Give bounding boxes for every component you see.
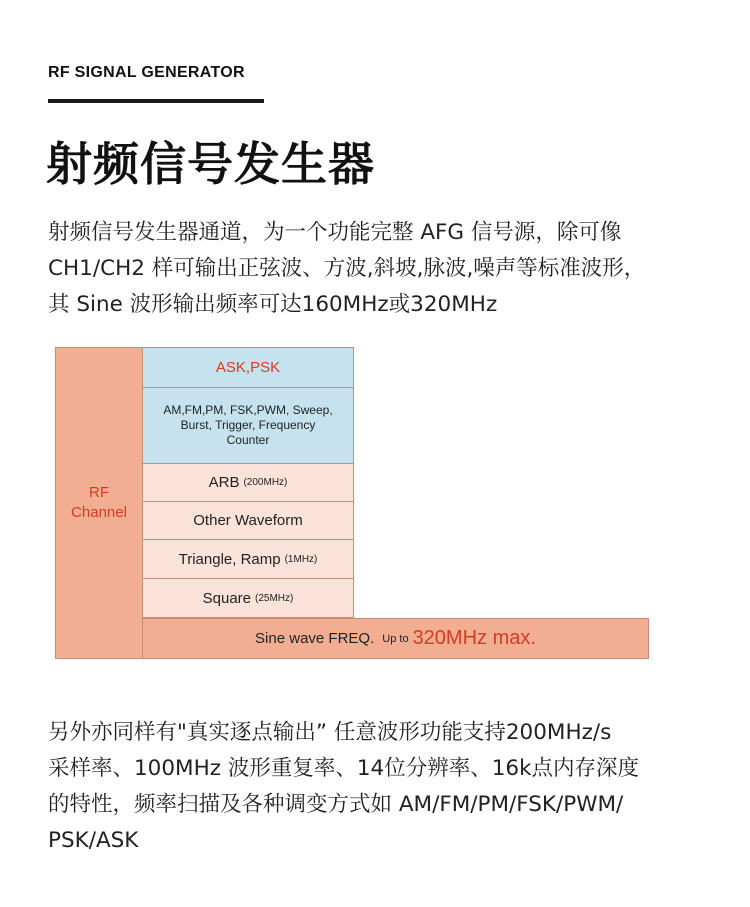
ask-psk-label: ASK,PSK (215, 359, 281, 376)
sine-label: Sine wave FREQ. (255, 630, 375, 647)
intro-line: CH1/CH2 样可输出正弦波、方波,斜坡,脉波,噪声等标准波形， (48, 256, 646, 281)
other-waveform-label: Other Waveform (193, 512, 303, 529)
outro-line: 的特性，频率扫描及各种调变方式如 AM/FM/PM/FSK/PWM/ (48, 792, 624, 817)
triangle-ramp-label: Triangle, Ramp (178, 550, 281, 568)
modulation-line: Counter (226, 433, 270, 447)
modulation-line: Burst, Trigger, Frequency (180, 418, 316, 432)
square-frequency: (25MHz) (255, 592, 294, 604)
outro-line: 另外亦同样有"真实逐点输出” 任意波形功能支持200MHz/s (48, 720, 612, 745)
outro-line: 采样率、100MHz 波形重复率、14位分辨率、16k点内存深度 (48, 756, 640, 781)
sine-wave-cell (142, 618, 649, 659)
rf-label: RF (88, 484, 109, 501)
arb-cell (142, 463, 354, 502)
square-label: Square (202, 589, 252, 607)
sine-max-frequency: 320MHz max. (412, 627, 536, 649)
triangle-ramp-frequency: (1MHz) (284, 553, 318, 565)
square-cell (142, 578, 354, 618)
arb-frequency: (200MHz) (243, 477, 288, 488)
sine-upto: Up to (382, 632, 409, 645)
page-title: 射频信号发生器 (46, 137, 375, 191)
other-waveform-cell (142, 501, 354, 540)
arb-label: ARB (208, 474, 240, 491)
rf-channel-column (55, 347, 143, 659)
intro-paragraph (48, 215, 718, 323)
channel-label: Channel (71, 504, 127, 521)
section-eyebrow: RF SIGNAL GENERATOR (48, 64, 245, 81)
intro-line: 射频信号发生器通道，为一个功能完整 AFG 信号源，除可像 (48, 220, 622, 245)
ask-psk-cell (142, 347, 354, 388)
modulation-line: AM,FM,PM, FSK,PWM, Sweep, (163, 403, 333, 417)
eyebrow-underline (48, 99, 264, 103)
triangle-ramp-cell (142, 539, 354, 579)
outro-line: PSK/ASK (48, 828, 139, 853)
outro-paragraph (48, 715, 718, 859)
modulation-cell (142, 387, 354, 464)
intro-line: 其 Sine 波形输出频率可达160MHz或320MHz (48, 292, 498, 317)
rf-channel-diagram (55, 347, 649, 659)
